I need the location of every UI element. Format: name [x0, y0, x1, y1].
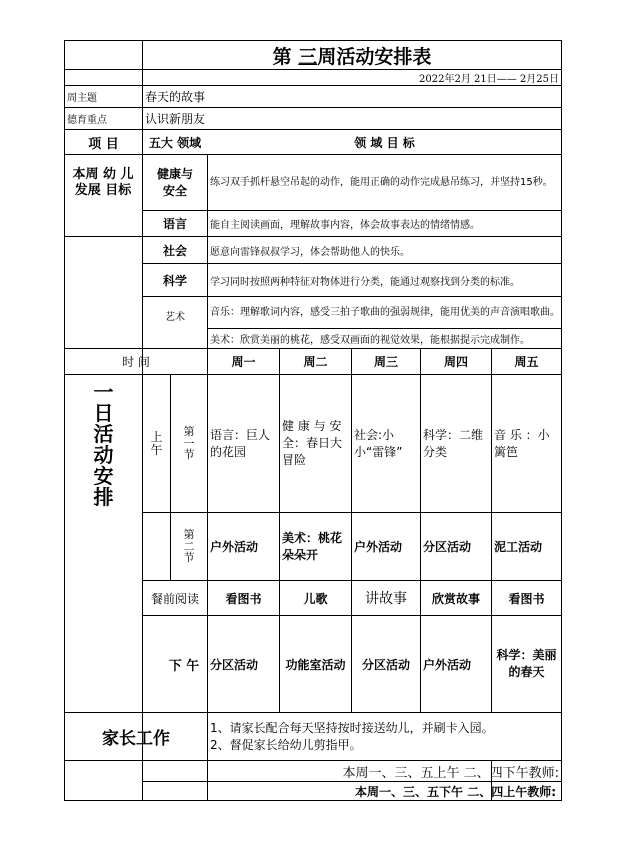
afternoon-thu: 户外活动: [423, 657, 472, 672]
reading-wed: 讲故事: [365, 591, 407, 607]
afternoon-tue: 功能室活动: [285, 657, 346, 672]
goal-text-art: 美术：欣赏美丽的桃花，感受双画面的视觉效果，能根据提示完成制作。: [210, 335, 530, 346]
time-header: 时 间: [122, 355, 150, 369]
afternoon-fri: 科学：美丽的春天: [496, 648, 557, 679]
goal-text-music: 音乐：理解歌词内容，感受三拍子歌曲的强弱规律，能用优美的声音演唱歌曲。: [210, 307, 560, 318]
reading-label: 餐前阅读: [150, 591, 199, 606]
goal-text-language: 能自主阅读画面，理解故事内容，体会故事表达的情绪情感。: [210, 220, 480, 231]
domain-header: 五大 领域: [148, 135, 202, 150]
parent-work-label: 家长工作: [102, 729, 170, 749]
session2-label: 第 二 节: [183, 528, 195, 565]
parent-item: 2、督促家长给幼儿剪指甲。: [210, 737, 362, 752]
session2-fri: 泥工活动: [494, 540, 543, 554]
goal-text-science: 学习同时按照两种特征对物体进行分类，能通过观察找到分类的标准。: [210, 276, 520, 288]
goal-text-health: 练习双手抓杆悬空吊起的动作，能用正确的动作完成悬吊练习，并坚持15秒。: [210, 177, 553, 188]
morning-label: 上 午: [150, 429, 163, 457]
goal-header: 领 域 目 标: [354, 135, 415, 150]
goal-text-society: 愿意向雷锋叔叔学习，体会帮助他人的快乐。: [210, 246, 410, 258]
session1-mon: 语言：巨人的花园: [210, 427, 271, 459]
day-header-thu: 周四: [443, 355, 468, 369]
session2-tue: 美术：桃花朵朵开: [282, 530, 343, 562]
moral-value: 认识新朋友: [145, 112, 206, 126]
afternoon-label: 下 午: [168, 658, 200, 674]
schedule-sheet: [64, 40, 562, 801]
day-header-wed: 周三: [373, 355, 398, 369]
goal-domain-health: 健康与安全: [157, 166, 194, 198]
session1-thu: 科学：二维分类: [423, 427, 484, 459]
teacher-line-2: 本周一、三、五下午 二、四上午教师:: [355, 784, 556, 799]
parent-work-list: [208, 713, 561, 760]
reading-tue: 儿歌: [303, 591, 328, 606]
afternoon-mon: 分区活动: [210, 657, 259, 672]
date-range: 2022年2月 21日—— 2月25日: [419, 74, 559, 85]
afternoon-wed: 分区活动: [361, 657, 410, 672]
goal-domain-language: 语言: [162, 217, 187, 231]
theme-label: 周主题: [67, 93, 97, 104]
goal-domain-society: 社会: [162, 243, 187, 258]
goal-title: 本周 幼 儿 发展 目标: [72, 166, 134, 198]
goal-domain-art: 艺术: [165, 312, 185, 323]
day-header-tue: 周二: [303, 355, 328, 369]
reading-mon: 看图书: [225, 591, 262, 606]
session2-mon: 户外活动: [210, 540, 259, 554]
reading-fri: 看图书: [508, 591, 545, 606]
reading-thu: 欣赏故事: [431, 591, 480, 606]
page-title: 第 三 周活动安排表: [272, 45, 432, 68]
session1-tue: 健 康 与 安全：春日大冒险: [282, 419, 343, 467]
moral-label: 德育重点: [67, 115, 107, 126]
daily-title: 一 日 活 动 安 排: [93, 380, 114, 509]
session1-wed: 社会:小小“雷锋”: [354, 427, 403, 459]
theme-value: 春天的故事: [145, 90, 206, 104]
session1-label: 第 一 节: [183, 425, 195, 462]
session2-wed: 户外活动: [354, 540, 403, 554]
goal-domain-science: 科学: [162, 273, 187, 288]
day-header-fri: 周五: [514, 355, 539, 369]
session1-fri: 音 乐 ：小篱笆: [494, 427, 550, 459]
session2-thu: 分区活动: [423, 540, 472, 554]
item-header: 项 目: [88, 136, 119, 152]
day-header-mon: 周一: [231, 355, 256, 369]
teacher-line-1: 本周一、三、五上午 二、四下午教师:: [342, 765, 559, 781]
parent-item: 1、请家长配合每天坚持按时接送幼儿，并刷卡入园。: [210, 720, 494, 735]
